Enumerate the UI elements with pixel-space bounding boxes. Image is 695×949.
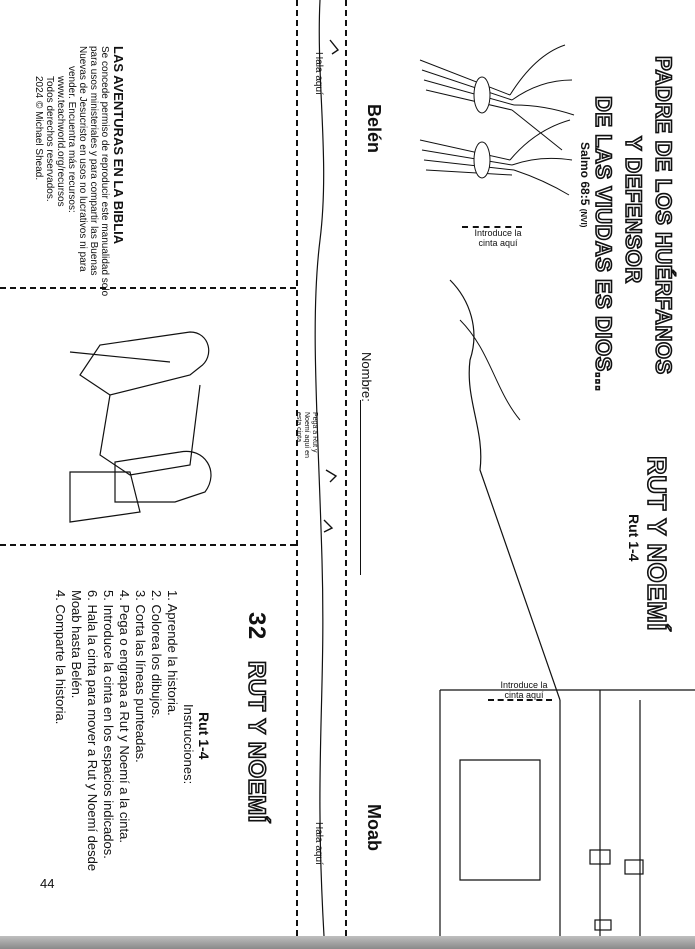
pull-here-right: Hala aquí bbox=[313, 822, 324, 865]
pull-here-left: Hala aquí bbox=[313, 52, 324, 95]
verse-text: Salmo 68:5 bbox=[578, 142, 592, 206]
cut-line-upper bbox=[0, 287, 296, 289]
lesson-heading bbox=[242, 612, 270, 823]
permission-4: vender. Encuentra más recursos: bbox=[66, 66, 77, 213]
instruction-5: 5. Introduce la cinta en los espacios indicados. bbox=[101, 590, 116, 859]
instruction-6: 6. Hala la cinta para mover a Rut y Noemí desde bbox=[85, 590, 100, 872]
scanner-edge bbox=[0, 936, 695, 949]
verse-ref bbox=[578, 142, 592, 227]
permission-2: para usos ministeriales y para compartir las Buenas bbox=[88, 46, 99, 276]
lesson-number: 32 bbox=[243, 612, 270, 640]
town-moab: Moab bbox=[364, 804, 384, 851]
permission-7: 2024 © Michael Shead. bbox=[33, 76, 44, 181]
instruction-3: 3. Corta las líneas punteadas. bbox=[133, 590, 148, 763]
tape-here-label-top: Introduce la cinta aquí bbox=[474, 228, 522, 248]
lesson-ref: Rut 1-4 bbox=[196, 712, 212, 760]
story-title: RUT Y NOEMÍ bbox=[642, 456, 672, 632]
instruction-4: 4. Pega o engrapa a Rut y Noemí a la cinta. bbox=[117, 590, 132, 843]
ruth-naomi-illustration bbox=[30, 292, 230, 542]
instruction-7: 4. Comparte la historia. bbox=[53, 590, 68, 725]
name-label: Nombre: bbox=[359, 352, 374, 402]
tape-here-label-bottom: Introduce la cinta aquí bbox=[500, 680, 548, 700]
header-line3: DE LAS VIUDAS ES DIOS... bbox=[591, 96, 616, 392]
header-line2: Y DEFENSOR bbox=[621, 136, 646, 284]
series-title: LAS AVENTURAS EN LA BIBLIA bbox=[111, 46, 126, 245]
instruction-6-cont: Moab hasta Belén. bbox=[69, 590, 84, 699]
name-line bbox=[360, 400, 361, 575]
permission-6: Todos derechos reservados. bbox=[44, 76, 55, 202]
instruction-2: 2. Colorea los dibujos. bbox=[149, 590, 164, 719]
verse-version: (NVI) bbox=[579, 208, 588, 228]
header-line1: PADRE DE LOS HUÉRFANOS bbox=[651, 56, 676, 375]
instruction-1: 1. Aprende la historia. bbox=[165, 590, 180, 716]
lesson-title: RUT Y NOEMÍ bbox=[243, 660, 270, 823]
story-ref: Rut 1-4 bbox=[626, 514, 642, 562]
town-belen: Belén bbox=[364, 104, 384, 154]
page-number: 44 bbox=[40, 876, 55, 891]
permission-5: www.teachworld.org/recursos bbox=[55, 76, 66, 207]
permission-1: Se concede permiso de reproducir este manualidad solo bbox=[99, 46, 110, 297]
permission-3: Nuevas de Jesucristo en usos no lucrativos ni para bbox=[77, 46, 88, 272]
cut-line-lower bbox=[0, 544, 296, 546]
instructions-label: Instrucciones: bbox=[181, 704, 196, 785]
paste-note: Pega a Rut y Noemí aquí en esta cinta. bbox=[295, 412, 318, 458]
